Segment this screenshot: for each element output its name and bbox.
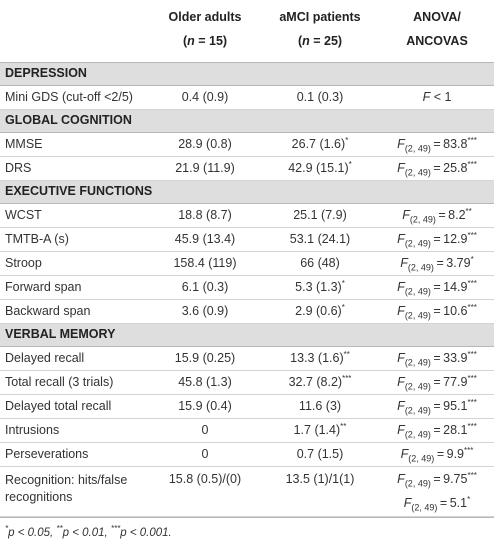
measure-label: Perseverations [0,442,150,466]
table-row [0,418,494,442]
measure-label: Stroop [0,251,150,275]
header-older-adults-n: (n = 15) [182,34,228,48]
section-row [0,180,494,203]
section-row [0,323,494,346]
measure-label: WCST [0,203,150,227]
table-row [0,251,494,275]
anova-statistic-value: $F_{(2, 49)} = 28.1^{***}$ [397,421,477,439]
older-adults-value: 0.4 (0.9) [150,85,260,109]
anova-statistic [380,251,494,275]
anova-statistic-value: $F_{(2, 49)} = 9.75^{***}$ [397,470,477,488]
header-anova-line1: ANOVA/ [413,10,461,24]
older-adults-value: 0 [150,418,260,442]
anova-statistic [380,227,494,251]
anova-statistic [380,346,494,370]
anova-statistic [380,156,494,180]
anova-statistic [380,442,494,466]
anova-statistic-value: $F_{(2, 49)} = 33.9^{***}$ [397,349,477,367]
header-anova-line2: ANCOVAS [406,34,468,48]
amci-value: 13.5 (1)/1(1) [260,466,380,516]
header-amci-patients [260,0,380,62]
anova-statistic [380,370,494,394]
measure-label: Total recall (3 trials) [0,370,150,394]
section-row [0,109,494,132]
older-adults-value: 21.9 (11.9) [150,156,260,180]
older-adults-value: 15.9 (0.4) [150,394,260,418]
amci-value: 13.3 (1.6)** [260,346,380,370]
anova-statistic-value: $F_{(2, 49)} = 77.9^{***}$ [397,373,477,391]
footnote-divider [0,517,494,518]
table-row [0,466,494,516]
header-blank [0,0,150,62]
older-adults-value: 158.4 (119) [150,251,260,275]
anova-statistic-value: F < 1 [422,89,452,104]
anova-statistic-value: $F_{(2, 49)} = 83.8^{***}$ [397,135,477,153]
amci-value: 32.7 (8.2)*** [260,370,380,394]
older-adults-value: 45.9 (13.4) [150,227,260,251]
amci-value: 26.7 (1.6)* [260,132,380,156]
header-amci-title: aMCI patients [279,10,361,24]
footnote: *p < 0.05, **p < 0.01, ***p < 0.001. [5,523,172,539]
amci-value: 53.1 (24.1) [260,227,380,251]
older-adults-value: 6.1 (0.3) [150,275,260,299]
measure-label: Backward span [0,299,150,323]
amci-value: 0.7 (1.5) [260,442,380,466]
anova-statistic-value: $F_{(2, 49)} = 10.6^{***}$ [397,302,477,320]
anova-statistic-value: $F_{(2, 49)} = 3.79^*$ [400,254,474,272]
table-row [0,394,494,418]
table-row [0,156,494,180]
older-adults-value: 3.6 (0.9) [150,299,260,323]
anova-statistic-value: $F_{(2, 49)} = 9.9^{***}$ [400,445,474,463]
anova-statistic-value: $F_{(2, 49)} = 14.9^{***}$ [397,278,477,296]
measure-label: Delayed recall [0,346,150,370]
measure-label: Mini GDS (cut-off <2/5) [0,85,150,109]
anova-statistic-value: $F_{(2, 49)} = 95.1^{***}$ [397,397,477,415]
table-row [0,346,494,370]
measure-label: TMTB-A (s) [0,227,150,251]
anova-statistic [380,85,494,109]
header-amci-n: (n = 25) [297,34,343,48]
table-row [0,370,494,394]
older-adults-value: 45.8 (1.3) [150,370,260,394]
table-row [0,299,494,323]
anova-statistic-value-2: $F_{(2, 49)} = 5.1^*$ [403,494,471,512]
amci-value: 1.7 (1.4)** [260,418,380,442]
amci-value: 66 (48) [260,251,380,275]
measure-label: Forward span [0,275,150,299]
older-adults-value: 18.8 (8.7) [150,203,260,227]
amci-value: 11.6 (3) [260,394,380,418]
anova-statistic-value: $F_{(2, 49)} = 12.9^{***}$ [397,230,477,248]
table-row [0,203,494,227]
anova-statistic [380,275,494,299]
anova-statistic [380,132,494,156]
table-row [0,275,494,299]
measure-label: Intrusions [0,418,150,442]
older-adults-value: 15.8 (0.5)/(0) [150,466,260,516]
table-row [0,442,494,466]
anova-statistic [380,418,494,442]
amci-value: 5.3 (1.3)* [260,275,380,299]
table-header-row [0,0,494,62]
anova-statistic [380,299,494,323]
measure-label: MMSE [0,132,150,156]
measure-label: Delayed total recall [0,394,150,418]
table-body [0,62,494,516]
anova-statistic-value: $F_{(2, 49)} = 25.8^{***}$ [397,159,477,177]
section-title: DEPRESSION [0,62,494,85]
older-adults-value: 15.9 (0.25) [150,346,260,370]
table-row [0,85,494,109]
header-older-adults-title: Older adults [168,10,242,24]
header-anova [380,0,494,62]
anova-statistic [380,466,494,516]
amci-value: 2.9 (0.6)* [260,299,380,323]
amci-value: 42.9 (15.1)* [260,156,380,180]
amci-value: 0.1 (0.3) [260,85,380,109]
table-row [0,227,494,251]
header-older-adults [150,0,260,62]
amci-value: 25.1 (7.9) [260,203,380,227]
section-title: GLOBAL COGNITION [0,109,494,132]
section-row [0,62,494,85]
older-adults-value: 0 [150,442,260,466]
anova-statistic [380,394,494,418]
table-row [0,132,494,156]
anova-statistic-value: $F_{(2, 49)} = 8.2^{**}$ [402,206,472,224]
measure-label: DRS [0,156,150,180]
older-adults-value: 28.9 (0.8) [150,132,260,156]
section-title: EXECUTIVE FUNCTIONS [0,180,494,203]
anova-statistic [380,203,494,227]
section-title: VERBAL MEMORY [0,323,494,346]
measure-label: Recognition: hits/false recognitions [0,466,150,516]
